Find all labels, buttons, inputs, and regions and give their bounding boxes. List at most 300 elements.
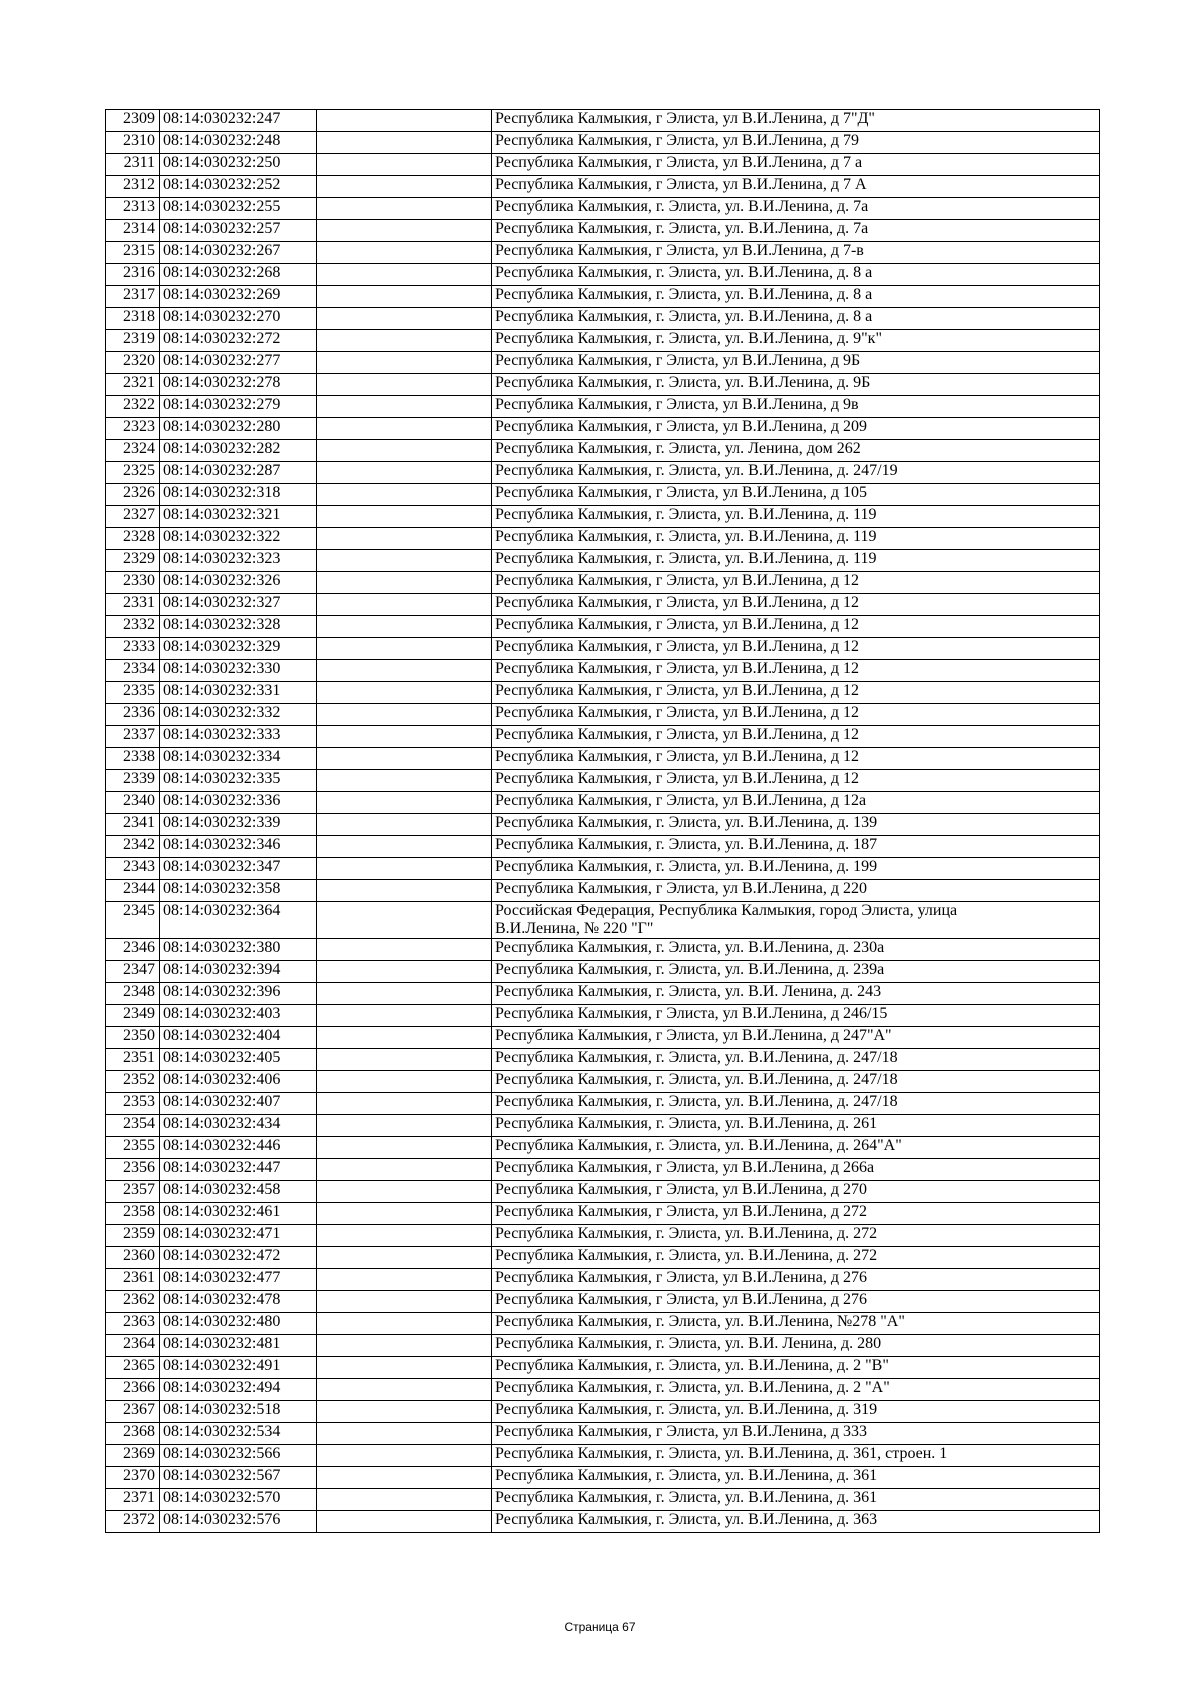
cadastral-number: 08:14:030232:250: [160, 154, 317, 176]
cadastral-number: 08:14:030232:332: [160, 704, 317, 726]
address-cell: Республика Калмыкия, г. Элиста, ул. В.И.Ленина, д. 272: [492, 1225, 1100, 1247]
address-cell: Республика Калмыкия, г. Элиста, ул. В.И.Ленина, д. 247/18: [492, 1049, 1100, 1071]
row-number: 2349: [106, 1005, 160, 1027]
row-number: 2329: [106, 550, 160, 572]
empty-cell: [317, 1115, 492, 1137]
cadastral-number: 08:14:030232:247: [160, 110, 317, 132]
row-number: 2333: [106, 638, 160, 660]
table-row: [106, 484, 1100, 506]
address-cell: Республика Калмыкия, г Элиста, ул В.И.Ленина, д 246/15: [492, 1005, 1100, 1027]
address-cell: Республика Калмыкия, г Элиста, ул В.И.Ленина, д 12: [492, 660, 1100, 682]
cadastral-number: 08:14:030232:434: [160, 1115, 317, 1137]
address-cell: Республика Калмыкия, г. Элиста, ул. В.И.Ленина, д. 119: [492, 528, 1100, 550]
row-number: 2372: [106, 1511, 160, 1533]
table-row: [106, 1467, 1100, 1489]
address-cell: [492, 902, 1100, 939]
row-number: 2358: [106, 1203, 160, 1225]
empty-cell: [317, 132, 492, 154]
address-cell: Республика Калмыкия, г. Элиста, ул. В.И.Ленина, д. 319: [492, 1401, 1100, 1423]
address-cell: Республика Калмыкия, г. Элиста, ул. В.И.Ленина, д. 9Б: [492, 374, 1100, 396]
address-cell: Республика Калмыкия, г Элиста, ул В.И.Ленина, д 276: [492, 1269, 1100, 1291]
table-row: [106, 1379, 1100, 1401]
empty-cell: [317, 440, 492, 462]
cadastral-number: 08:14:030232:336: [160, 792, 317, 814]
empty-cell: [317, 1203, 492, 1225]
address-cell: Республика Калмыкия, г Элиста, ул В.И.Ленина, д 12: [492, 704, 1100, 726]
cadastral-number: 08:14:030232:380: [160, 939, 317, 961]
row-number: 2314: [106, 220, 160, 242]
cadastral-number: 08:14:030232:333: [160, 726, 317, 748]
empty-cell: [317, 1071, 492, 1093]
table-row: [106, 418, 1100, 440]
cadastral-number: 08:14:030232:277: [160, 352, 317, 374]
empty-cell: [317, 1137, 492, 1159]
table-row: [106, 1203, 1100, 1225]
address-cell: Республика Калмыкия, г Элиста, ул В.И.Ленина, д 7"Д": [492, 110, 1100, 132]
empty-cell: [317, 682, 492, 704]
address-cell: Республика Калмыкия, г. Элиста, ул. В.И.Ленина, д. 119: [492, 550, 1100, 572]
table-row: [106, 352, 1100, 374]
empty-cell: [317, 836, 492, 858]
empty-cell: [317, 308, 492, 330]
cadastral-number: 08:14:030232:396: [160, 983, 317, 1005]
row-number: 2362: [106, 1291, 160, 1313]
empty-cell: [317, 1313, 492, 1335]
table-row: [106, 154, 1100, 176]
cadastral-number: 08:14:030232:267: [160, 242, 317, 264]
table-row: [106, 1291, 1100, 1313]
table-row: [106, 792, 1100, 814]
table-row: [106, 1401, 1100, 1423]
cadastral-number: 08:14:030232:404: [160, 1027, 317, 1049]
table-row: [106, 1049, 1100, 1071]
empty-cell: [317, 352, 492, 374]
row-number: 2318: [106, 308, 160, 330]
row-number: 2326: [106, 484, 160, 506]
address-cell: Республика Калмыкия, г Элиста, ул В.И.Ленина, д 12: [492, 572, 1100, 594]
table-row: [106, 374, 1100, 396]
table-row: [106, 1247, 1100, 1269]
empty-cell: [317, 983, 492, 1005]
row-number: 2336: [106, 704, 160, 726]
address-cell: Республика Калмыкия, г Элиста, ул В.И.Ленина, д 12: [492, 682, 1100, 704]
address-cell: Республика Калмыкия, г Элиста, ул В.И.Ленина, д 12: [492, 748, 1100, 770]
table-row: [106, 1335, 1100, 1357]
cadastral-number: 08:14:030232:335: [160, 770, 317, 792]
address-cell: Республика Калмыкия, г. Элиста, ул. В.И.Ленина, д. 199: [492, 858, 1100, 880]
row-number: 2330: [106, 572, 160, 594]
cadastral-number: 08:14:030232:481: [160, 1335, 317, 1357]
table-row: [106, 961, 1100, 983]
empty-cell: [317, 1005, 492, 1027]
table-row: [106, 440, 1100, 462]
empty-cell: [317, 110, 492, 132]
address-cell: Республика Калмыкия, г. Элиста, ул. В.И.Ленина, д. 7а: [492, 198, 1100, 220]
empty-cell: [317, 1159, 492, 1181]
cadastral-number: 08:14:030232:252: [160, 176, 317, 198]
row-number: 2331: [106, 594, 160, 616]
address-cell: Республика Калмыкия, г Элиста, ул В.И.Ленина, д 12: [492, 616, 1100, 638]
address-cell: Республика Калмыкия, г. Элиста, ул. В.И.Ленина, д. 187: [492, 836, 1100, 858]
empty-cell: [317, 1423, 492, 1445]
empty-cell: [317, 462, 492, 484]
address-cell: Республика Калмыкия, г Элиста, ул В.И.Ленина, д 276: [492, 1291, 1100, 1313]
empty-cell: [317, 1401, 492, 1423]
cadastral-number: 08:14:030232:280: [160, 418, 317, 440]
table-row: [106, 132, 1100, 154]
row-number: 2324: [106, 440, 160, 462]
cadastral-number: 08:14:030232:272: [160, 330, 317, 352]
cadastral-number: 08:14:030232:407: [160, 1093, 317, 1115]
cadastral-number: 08:14:030232:322: [160, 528, 317, 550]
table-row: [106, 1159, 1100, 1181]
row-number: 2364: [106, 1335, 160, 1357]
address-cell: Республика Калмыкия, г. Элиста, ул. В.И. Ленина, д. 280: [492, 1335, 1100, 1357]
cadastral-number: 08:14:030232:447: [160, 1159, 317, 1181]
empty-cell: [317, 198, 492, 220]
empty-cell: [317, 939, 492, 961]
cadastral-number: 08:14:030232:339: [160, 814, 317, 836]
cadastral-number: 08:14:030232:364: [160, 902, 317, 939]
row-number: 2344: [106, 880, 160, 902]
cadastral-number: 08:14:030232:491: [160, 1357, 317, 1379]
address-cell: Республика Калмыкия, г Элиста, ул В.И.Ленина, д 247"А": [492, 1027, 1100, 1049]
empty-cell: [317, 286, 492, 308]
table-row: [106, 264, 1100, 286]
table-row: [106, 638, 1100, 660]
cadastral-number: 08:14:030232:458: [160, 1181, 317, 1203]
cadastral-number: 08:14:030232:478: [160, 1291, 317, 1313]
table-row: [106, 1093, 1100, 1115]
cadastral-number: 08:14:030232:406: [160, 1071, 317, 1093]
cadastral-number: 08:14:030232:576: [160, 1511, 317, 1533]
empty-cell: [317, 1489, 492, 1511]
row-number: 2332: [106, 616, 160, 638]
empty-cell: [317, 814, 492, 836]
address-cell: Республика Калмыкия, г. Элиста, ул. В.И.Ленина, д. 239а: [492, 961, 1100, 983]
address-cell: Республика Калмыкия, г Элиста, ул В.И.Ленина, д 12: [492, 726, 1100, 748]
empty-cell: [317, 242, 492, 264]
cadastral-number: 08:14:030232:323: [160, 550, 317, 572]
row-number: 2348: [106, 983, 160, 1005]
address-cell: Республика Калмыкия, г. Элиста, ул. В.И. Ленина, д. 243: [492, 983, 1100, 1005]
table-row: [106, 704, 1100, 726]
cadastral-number: 08:14:030232:461: [160, 1203, 317, 1225]
empty-cell: [317, 176, 492, 198]
address-cell: Республика Калмыкия, г. Элиста, ул. В.И.Ленина, д. 247/19: [492, 462, 1100, 484]
address-cell: Республика Калмыкия, г Элиста, ул В.И.Ленина, д 12: [492, 594, 1100, 616]
row-number: 2321: [106, 374, 160, 396]
table-row: [106, 1269, 1100, 1291]
cadastral-number: 08:14:030232:405: [160, 1049, 317, 1071]
address-cell: Республика Калмыкия, г. Элиста, ул. В.И.Ленина, д. 8 а: [492, 264, 1100, 286]
address-cell: Республика Калмыкия, г. Элиста, ул. Ленина, дом 262: [492, 440, 1100, 462]
table-row: [106, 939, 1100, 961]
table-row: [106, 660, 1100, 682]
empty-cell: [317, 550, 492, 572]
table-row: [106, 836, 1100, 858]
table-row: [106, 528, 1100, 550]
cadastral-number: 08:14:030232:403: [160, 1005, 317, 1027]
row-number: 2361: [106, 1269, 160, 1291]
address-cell: Республика Калмыкия, г. Элиста, ул. В.И.Ленина, д. 9"к": [492, 330, 1100, 352]
row-number: 2355: [106, 1137, 160, 1159]
empty-cell: [317, 264, 492, 286]
empty-cell: [317, 1049, 492, 1071]
cadastral-number: 08:14:030232:257: [160, 220, 317, 242]
address-cell: Республика Калмыкия, г. Элиста, ул. В.И.Ленина, д. 119: [492, 506, 1100, 528]
cadastral-number: 08:14:030232:346: [160, 836, 317, 858]
row-number: 2353: [106, 1093, 160, 1115]
address-cell: Республика Калмыкия, г. Элиста, ул. В.И.Ленина, д. 264"А": [492, 1137, 1100, 1159]
cadastral-number: 08:14:030232:282: [160, 440, 317, 462]
row-number: 2357: [106, 1181, 160, 1203]
address-cell: Республика Калмыкия, г Элиста, ул В.И.Ленина, д 220: [492, 880, 1100, 902]
table-row: [106, 726, 1100, 748]
empty-cell: [317, 880, 492, 902]
cadastral-number: 08:14:030232:327: [160, 594, 317, 616]
row-number: 2360: [106, 1247, 160, 1269]
cadastral-number: 08:14:030232:358: [160, 880, 317, 902]
table-row: [106, 462, 1100, 484]
row-number: 2312: [106, 176, 160, 198]
table-row: [106, 858, 1100, 880]
cadastral-number: 08:14:030232:248: [160, 132, 317, 154]
empty-cell: [317, 616, 492, 638]
address-cell: Республика Калмыкия, г. Элиста, ул. В.И.Ленина, д. 2 "В": [492, 1357, 1100, 1379]
cadastral-number: 08:14:030232:330: [160, 660, 317, 682]
cadastral-number: 08:14:030232:334: [160, 748, 317, 770]
table-row: [106, 682, 1100, 704]
row-number: 2341: [106, 814, 160, 836]
row-number: 2315: [106, 242, 160, 264]
table-row: [106, 1357, 1100, 1379]
table-row: [106, 1115, 1100, 1137]
row-number: 2346: [106, 939, 160, 961]
row-number: 2325: [106, 462, 160, 484]
table-row: [106, 1445, 1100, 1467]
address-cell: Республика Калмыкия, г Элиста, ул В.И.Ленина, д 7 А: [492, 176, 1100, 198]
cadastral-number: 08:14:030232:268: [160, 264, 317, 286]
row-number: 2316: [106, 264, 160, 286]
empty-cell: [317, 1247, 492, 1269]
row-number: 2319: [106, 330, 160, 352]
empty-cell: [317, 1027, 492, 1049]
cadastral-number: 08:14:030232:480: [160, 1313, 317, 1335]
row-number: 2365: [106, 1357, 160, 1379]
table-row: [106, 572, 1100, 594]
address-cell: Республика Калмыкия, г. Элиста, ул. В.И.Ленина, д. 272: [492, 1247, 1100, 1269]
cadastral-number: 08:14:030232:329: [160, 638, 317, 660]
row-number: 2363: [106, 1313, 160, 1335]
table-row: [106, 1511, 1100, 1533]
table-row: [106, 1027, 1100, 1049]
cadastral-number: 08:14:030232:566: [160, 1445, 317, 1467]
address-cell: Республика Калмыкия, г. Элиста, ул. В.И.Ленина, д. 361: [492, 1467, 1100, 1489]
table-row: [106, 286, 1100, 308]
empty-cell: [317, 1335, 492, 1357]
address-cell: Республика Калмыкия, г Элиста, ул В.И.Ленина, д 12: [492, 638, 1100, 660]
cadastral-number: 08:14:030232:394: [160, 961, 317, 983]
table-row: [106, 242, 1100, 264]
table-row: [106, 1071, 1100, 1093]
address-line-1: Российская Федерация, Республика Калмыкия, город Элиста, улица: [495, 902, 958, 919]
address-cell: Республика Калмыкия, г Элиста, ул В.И.Ленина, д 333: [492, 1423, 1100, 1445]
address-cell: Республика Калмыкия, г. Элиста, ул. В.И.Ленина, д. 261: [492, 1115, 1100, 1137]
empty-cell: [317, 396, 492, 418]
row-number: 2342: [106, 836, 160, 858]
row-number: 2343: [106, 858, 160, 880]
row-number: 2366: [106, 1379, 160, 1401]
address-cell: Республика Калмыкия, г. Элиста, ул. В.И.Ленина, д. 7а: [492, 220, 1100, 242]
address-cell: Республика Калмыкия, г. Элиста, ул. В.И.Ленина, д. 247/18: [492, 1093, 1100, 1115]
cadastral-number: 08:14:030232:328: [160, 616, 317, 638]
cadastral-number: 08:14:030232:270: [160, 308, 317, 330]
cadastral-number: 08:14:030232:321: [160, 506, 317, 528]
cadastral-number: 08:14:030232:255: [160, 198, 317, 220]
empty-cell: [317, 1291, 492, 1313]
row-number: 2328: [106, 528, 160, 550]
cadastral-number: 08:14:030232:534: [160, 1423, 317, 1445]
empty-cell: [317, 748, 492, 770]
empty-cell: [317, 770, 492, 792]
row-number: 2313: [106, 198, 160, 220]
row-number: 2352: [106, 1071, 160, 1093]
table-row: [106, 176, 1100, 198]
cadastral-number: 08:14:030232:318: [160, 484, 317, 506]
empty-cell: [317, 638, 492, 660]
empty-cell: [317, 704, 492, 726]
address-cell: Республика Калмыкия, г Элиста, ул В.И.Ленина, д 12а: [492, 792, 1100, 814]
empty-cell: [317, 1511, 492, 1533]
cadastral-number: 08:14:030232:477: [160, 1269, 317, 1291]
row-number: 2369: [106, 1445, 160, 1467]
table-row: [106, 594, 1100, 616]
address-cell: Республика Калмыкия, г Элиста, ул В.И.Ленина, д 79: [492, 132, 1100, 154]
cadastral-number: 08:14:030232:471: [160, 1225, 317, 1247]
row-number: 2345: [106, 902, 160, 939]
cadastral-number: 08:14:030232:278: [160, 374, 317, 396]
address-cell: Республика Калмыкия, г. Элиста, ул. В.И.Ленина, д. 139: [492, 814, 1100, 836]
table-row: [106, 1489, 1100, 1511]
table-row: [106, 396, 1100, 418]
address-cell: Республика Калмыкия, г. Элиста, ул. В.И.Ленина, д. 2 "А": [492, 1379, 1100, 1401]
table-row: [106, 983, 1100, 1005]
empty-cell: [317, 1467, 492, 1489]
row-number: 2320: [106, 352, 160, 374]
empty-cell: [317, 1093, 492, 1115]
row-number: 2323: [106, 418, 160, 440]
cadastral-number: 08:14:030232:269: [160, 286, 317, 308]
address-cell: Республика Калмыкия, г. Элиста, ул. В.И.Ленина, д. 247/18: [492, 1071, 1100, 1093]
row-number: 2367: [106, 1401, 160, 1423]
table-row: [106, 880, 1100, 902]
table-row: [106, 770, 1100, 792]
empty-cell: [317, 726, 492, 748]
empty-cell: [317, 961, 492, 983]
row-number: 2354: [106, 1115, 160, 1137]
address-cell: Республика Калмыкия, г. Элиста, ул. В.И.Ленина, д. 8 а: [492, 286, 1100, 308]
row-number: 2339: [106, 770, 160, 792]
empty-cell: [317, 418, 492, 440]
table-row: [106, 1313, 1100, 1335]
table-row: [106, 198, 1100, 220]
address-cell: Республика Калмыкия, г Элиста, ул В.И.Ленина, д 9в: [492, 396, 1100, 418]
cadastral-number: 08:14:030232:446: [160, 1137, 317, 1159]
empty-cell: [317, 528, 492, 550]
empty-cell: [317, 374, 492, 396]
row-number: 2351: [106, 1049, 160, 1071]
row-number: 2334: [106, 660, 160, 682]
empty-cell: [317, 1357, 492, 1379]
empty-cell: [317, 902, 492, 939]
cadastral-number: 08:14:030232:570: [160, 1489, 317, 1511]
address-cell: Республика Калмыкия, г. Элиста, ул. В.И.Ленина, №278 "А": [492, 1313, 1100, 1335]
address-cell: Республика Калмыкия, г Элиста, ул В.И.Ленина, д 7-в: [492, 242, 1100, 264]
table-row: [106, 308, 1100, 330]
table-row: [106, 1181, 1100, 1203]
table-row: [106, 902, 1100, 939]
table-row: [106, 110, 1100, 132]
table-row: [106, 748, 1100, 770]
empty-cell: [317, 506, 492, 528]
page-number: Страница 67: [564, 1620, 636, 1634]
empty-cell: [317, 220, 492, 242]
address-cell: Республика Калмыкия, г. Элиста, ул. В.И.Ленина, д. 361, строен. 1: [492, 1445, 1100, 1467]
row-number: 2368: [106, 1423, 160, 1445]
row-number: 2337: [106, 726, 160, 748]
table-row: [106, 1005, 1100, 1027]
table-row: [106, 506, 1100, 528]
row-number: 2370: [106, 1467, 160, 1489]
empty-cell: [317, 1225, 492, 1247]
cadastral-number: 08:14:030232:279: [160, 396, 317, 418]
empty-cell: [317, 660, 492, 682]
address-cell: Республика Калмыкия, г Элиста, ул В.И.Ленина, д 266а: [492, 1159, 1100, 1181]
table-row: [106, 550, 1100, 572]
row-number: 2317: [106, 286, 160, 308]
table-row: [106, 1225, 1100, 1247]
empty-cell: [317, 1269, 492, 1291]
address-cell: Республика Калмыкия, г. Элиста, ул. В.И.Ленина, д. 8 а: [492, 308, 1100, 330]
table-row: [106, 814, 1100, 836]
empty-cell: [317, 484, 492, 506]
table-body: [106, 110, 1100, 1533]
address-cell: Республика Калмыкия, г Элиста, ул В.И.Ленина, д 272: [492, 1203, 1100, 1225]
table-row: [106, 1137, 1100, 1159]
cadastral-number: 08:14:030232:494: [160, 1379, 317, 1401]
row-number: 2309: [106, 110, 160, 132]
address-cell: Республика Калмыкия, г. Элиста, ул. В.И.Ленина, д. 363: [492, 1511, 1100, 1533]
address-cell: Республика Калмыкия, г Элиста, ул В.И.Ленина, д 7 а: [492, 154, 1100, 176]
table-row: [106, 220, 1100, 242]
table-row: [106, 330, 1100, 352]
row-number: 2338: [106, 748, 160, 770]
address-cell: Республика Калмыкия, г Элиста, ул В.И.Ленина, д 9Б: [492, 352, 1100, 374]
cadastral-number: 08:14:030232:567: [160, 1467, 317, 1489]
address-line-2: В.И.Ленина, № 220 "Г": [495, 920, 654, 937]
row-number: 2327: [106, 506, 160, 528]
row-number: 2359: [106, 1225, 160, 1247]
empty-cell: [317, 1445, 492, 1467]
address-cell: Республика Калмыкия, г. Элиста, ул. В.И.Ленина, д. 230а: [492, 939, 1100, 961]
empty-cell: [317, 572, 492, 594]
row-number: 2356: [106, 1159, 160, 1181]
cadastral-number: 08:14:030232:472: [160, 1247, 317, 1269]
empty-cell: [317, 154, 492, 176]
empty-cell: [317, 858, 492, 880]
address-cell: Республика Калмыкия, г Элиста, ул В.И.Ленина, д 12: [492, 770, 1100, 792]
